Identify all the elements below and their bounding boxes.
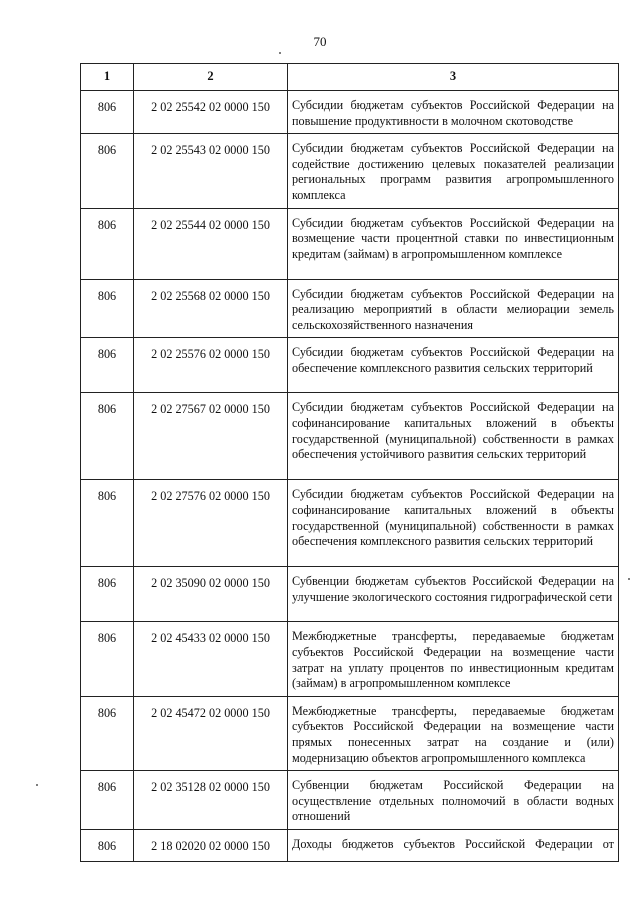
table-row: [81, 208, 619, 279]
table-row: [81, 696, 619, 770]
classification-code-cell: 2 02 45472 02 0000 150: [134, 696, 288, 770]
table-row: [81, 393, 619, 480]
column-header-1: 1: [81, 64, 134, 91]
table-row: [81, 567, 619, 622]
description-cell: Межбюджетные трансферты, передаваемые бюджетам субъектов Российской Федерации на возмещение части прямых понесенных затрат на создание и (или) модернизацию объектов агропромышленного комплекса: [288, 696, 619, 770]
classification-code-cell: 2 18 02020 02 0000 150: [134, 829, 288, 861]
admin-code-cell: 806: [81, 279, 134, 338]
page-number: 70: [313, 34, 327, 49]
description-cell: Субсидии бюджетам субъектов Российской Федерации на обеспечение комплексного развития сельских территорий: [288, 338, 619, 393]
classification-code-cell: 2 02 25543 02 0000 150: [134, 134, 288, 208]
description-cell: Субсидии бюджетам субъектов Российской Федерации на реализацию мероприятий в области мелиорации земель сельскохозяйственного назначения: [288, 279, 619, 338]
classification-code-cell: 2 02 45433 02 0000 150: [134, 622, 288, 696]
table-row: [81, 338, 619, 393]
table-row: [81, 279, 619, 338]
admin-code-cell: 806: [81, 134, 134, 208]
table-row: [81, 480, 619, 567]
classification-code-cell: 2 02 25544 02 0000 150: [134, 208, 288, 279]
description-cell: Субвенции бюджетам Российской Федерации на осуществление отдельных полномочий в области водных отношений: [288, 771, 619, 830]
classification-code-cell: 2 02 35128 02 0000 150: [134, 771, 288, 830]
description-cell: Субсидии бюджетам субъектов Российской Федерации на софинансирование капитальных вложений в объекты государственной (муниципальной) собственности в рамках обеспечения устойчивого развития сельских территорий: [288, 393, 619, 480]
table-row: [81, 622, 619, 696]
admin-code-cell: 806: [81, 208, 134, 279]
description-cell: Субвенции бюджетам субъектов Российской Федерации на улучшение экологического состояния гидрографической сети: [288, 567, 619, 622]
classification-code-cell: 2 02 35090 02 0000 150: [134, 567, 288, 622]
scan-speck: [279, 52, 281, 54]
description-cell: Субсидии бюджетам субъектов Российской Федерации на содействие достижению целевых показателей реализации региональных программ развития агропромышленного комплекса: [288, 134, 619, 208]
admin-code-cell: 806: [81, 338, 134, 393]
description-cell: Субсидии бюджетам субъектов Российской Федерации на софинансирование капитальных вложений в объекты государственной (муниципальной) собственности в рамках обеспечения комплексного развития сельских территорий: [288, 480, 619, 567]
admin-code-cell: 806: [81, 696, 134, 770]
table-header-row: [81, 64, 619, 91]
table-row: [81, 91, 619, 134]
column-header-2: 2: [134, 64, 288, 91]
classification-code-cell: 2 02 25542 02 0000 150: [134, 91, 288, 134]
admin-code-cell: 806: [81, 771, 134, 830]
budget-revenue-table: [80, 63, 619, 862]
classification-code-cell: 2 02 25576 02 0000 150: [134, 338, 288, 393]
column-header-3: 3: [288, 64, 619, 91]
description-cell: Доходы бюджетов субъектов Российской Федерации от: [288, 829, 619, 861]
admin-code-cell: 806: [81, 567, 134, 622]
classification-code-cell: 2 02 27576 02 0000 150: [134, 480, 288, 567]
admin-code-cell: 806: [81, 480, 134, 567]
description-cell: Субсидии бюджетам субъектов Российской Федерации на возмещение части процентной ставки по инвестиционным кредитам (займам) в агропромышленном комплексе: [288, 208, 619, 279]
table-row: [81, 829, 619, 861]
description-cell: Субсидии бюджетам субъектов Российской Федерации на повышение продуктивности в молочном скотоводстве: [288, 91, 619, 134]
classification-code-cell: 2 02 25568 02 0000 150: [134, 279, 288, 338]
classification-code-cell: 2 02 27567 02 0000 150: [134, 393, 288, 480]
admin-code-cell: 806: [81, 829, 134, 861]
admin-code-cell: 806: [81, 622, 134, 696]
scan-speck: [36, 784, 38, 786]
description-cell: Межбюджетные трансферты, передаваемые бюджетам субъектов Российской Федерации на возмещение части затрат на уплату процентов по инвестиционным кредитам (займам) в агропромышленном комплексе: [288, 622, 619, 696]
table-row: [81, 134, 619, 208]
scan-speck: [628, 578, 630, 580]
admin-code-cell: 806: [81, 393, 134, 480]
table-row: [81, 771, 619, 830]
admin-code-cell: 806: [81, 91, 134, 134]
